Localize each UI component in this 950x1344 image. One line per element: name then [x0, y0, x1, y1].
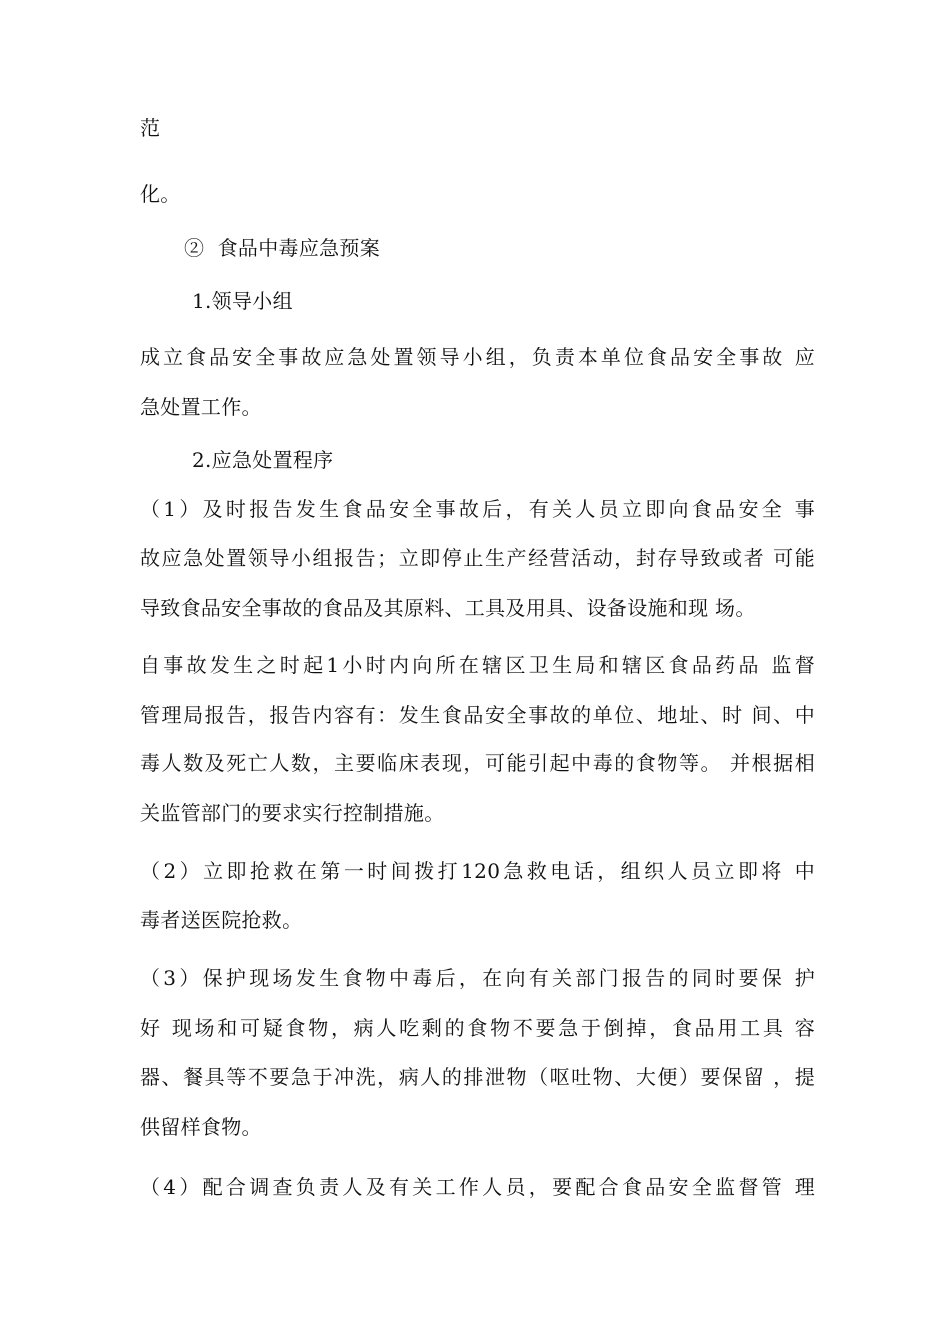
paragraph-line: 成立食品安全事故应急处置领导小组，负责本单位食品安全事故 应: [140, 345, 815, 369]
section-heading: ② 食品中毒应急预案: [184, 236, 381, 260]
paragraph-line: 故应急处置领导小组报告；立即停止生产经营活动，封存导致或者 可能: [140, 546, 815, 570]
paragraph-line: （4）配合调查负责人及有关工作人员，要配合食品安全监督管 理: [140, 1175, 815, 1199]
paragraph-line: 导致食品安全事故的食品及其原料、工具及用具、设备设施和现 场。: [140, 596, 756, 620]
paragraph-line: （2）立即抢救在第一时间拨打120急救电话，组织人员立即将 中: [140, 859, 815, 883]
paragraph-line: 器、餐具等不要急于冲洗，病人的排泄物（呕吐物、大便）要保留 ，提: [140, 1065, 815, 1089]
subheading-procedure: 2.应急处置程序: [192, 448, 334, 472]
paragraph-line: 自事故发生之时起1小时内向所在辖区卫生局和辖区食品药品 监督: [140, 653, 815, 677]
paragraph-line: 毒人数及死亡人数，主要临床表现，可能引起中毒的食物等。 并根据相: [140, 751, 815, 775]
paragraph-line: 好 现场和可疑食物，病人吃剩的食物不要急于倒掉，食品用工具 容: [140, 1016, 815, 1040]
text-line-hua: 化。: [140, 182, 181, 206]
paragraph-line: （3）保护现场发生食物中毒后，在向有关部门报告的同时要保 护: [140, 966, 815, 990]
subheading-leadership-group: 1.领导小组: [192, 289, 293, 313]
text-line-fan: 范: [140, 116, 161, 140]
paragraph-line: 供留样食物。: [140, 1115, 262, 1139]
paragraph-line: 急处置工作。: [140, 395, 262, 419]
paragraph-line: 关监管部门的要求实行控制措施。: [140, 801, 445, 825]
paragraph-line: 毒者送医院抢救。: [140, 908, 303, 932]
paragraph-line: （1）及时报告发生食品安全事故后，有关人员立即向食品安全 事: [140, 497, 815, 521]
paragraph-line: 管理局报告，报告内容有：发生食品安全事故的单位、地址、时 间、中: [140, 703, 815, 727]
